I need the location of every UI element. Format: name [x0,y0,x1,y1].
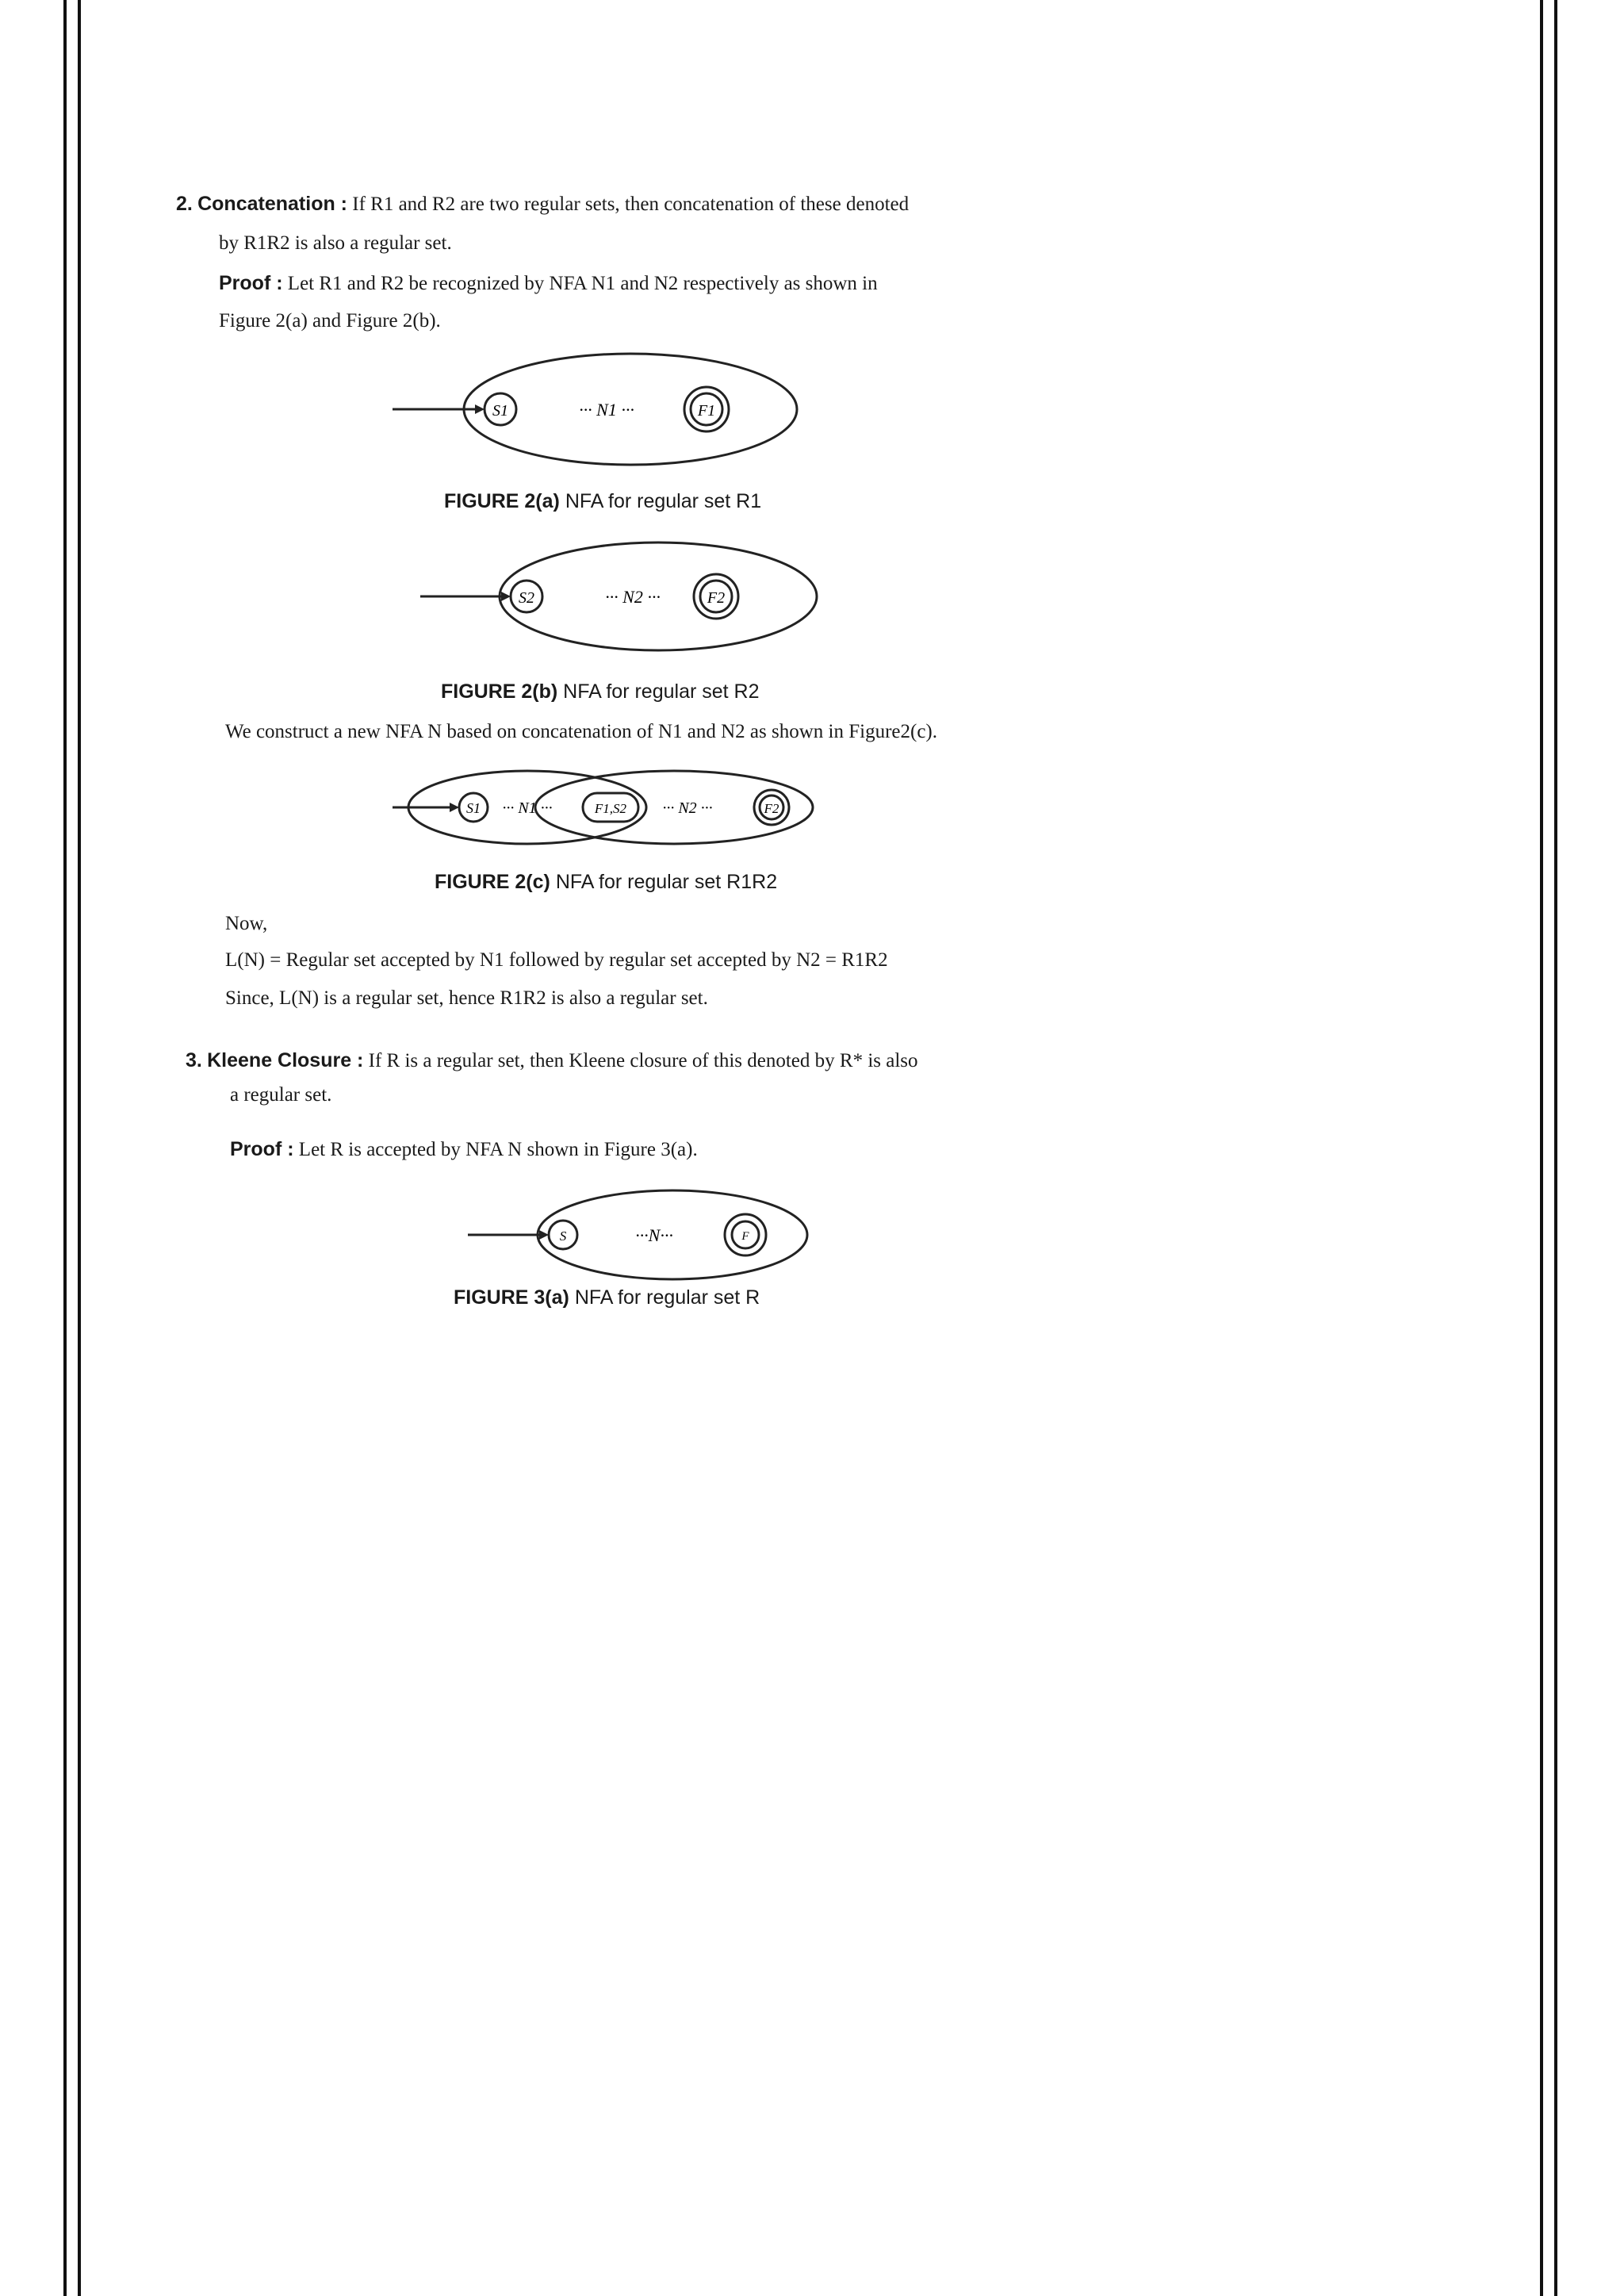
final-state-label: F2 [707,589,726,607]
construct-sentence: We construct a new NFA N based on concatenation of N1 and N2 as shown in Figure2(c). [225,721,937,742]
proof-3-line [230,1136,698,1163]
start-arrow-head [450,803,459,812]
start-state-label: S1 [466,800,481,816]
caption-figure-2a [444,490,761,513]
machine-2-label: ··· N2 ··· [662,799,713,817]
section-title: Kleene Closure : [207,1049,364,1071]
start-state-label: S1 [492,402,508,420]
machine-label: ··· N1 ··· [579,400,634,420]
caption-figure-number: FIGURE 3(a) [454,1286,569,1309]
start-arrow-head [501,592,511,601]
caption-figure-number: FIGURE 2(b) [441,680,558,703]
language-equation: L(N) = Regular set accepted by N1 followed by regular set accepted by N2 = R1R2 [225,949,888,971]
proof-text: Let R1 and R2 be recognized by NFA N1 and N2 respectively as shown in [287,273,878,294]
final-state-label: F [741,1230,749,1243]
proof-label: Proof : [230,1138,294,1160]
proof-line-1 [219,270,878,297]
start-arrow-head [475,404,485,414]
machine-label: ··· N2 ··· [605,587,661,607]
caption-figure-2c [435,871,777,894]
start-state-label: S [559,1228,567,1244]
figure-2c-diagram [393,765,837,853]
page-border-right [1540,0,1557,2296]
now-label: Now, [225,913,268,934]
section-title: Concatenation : [197,193,348,215]
caption-figure-number: FIGURE 2(a) [444,490,560,512]
final-state-label: F2 [764,801,779,816]
section-3-line-1 [186,1047,918,1075]
figure-2b-diagram [420,539,809,666]
machine-label: ···N··· [635,1225,673,1245]
caption-figure-3a [454,1286,760,1309]
start-arrow-head [539,1230,549,1240]
proof-label: Proof : [219,272,283,294]
merged-state-label: F1,S2 [594,801,627,816]
start-state-label: S2 [519,589,534,607]
figure-2a-diagram [393,349,805,492]
caption-figure-2b [441,680,760,703]
section-3-line-2: a regular set. [230,1084,332,1106]
machine-1-label: ··· N1 ··· [502,799,553,817]
caption-text: NFA for regular set R2 [563,680,760,703]
section-text: If R is a regular set, then Kleene closure of this denoted by R* is also [368,1050,918,1071]
caption-text: NFA for regular set R1R2 [555,871,778,893]
section-number: 3. [186,1049,202,1071]
section-2-line-1 [176,190,909,218]
section-2-line-2: by R1R2 is also a regular set. [219,232,452,254]
section-text: If R1 and R2 are two regular sets, then concatenation of these denoted [352,194,910,215]
page-border-left [63,0,81,2296]
caption-text: NFA for regular set R [574,1286,760,1309]
since-sentence: Since, L(N) is a regular set, hence R1R2 is also a regular set. [225,987,708,1009]
section-number: 2. [176,193,193,215]
final-state-label: F1 [697,402,716,420]
caption-text: NFA for regular set R1 [565,490,762,512]
proof-line-2: Figure 2(a) and Figure 2(b). [219,310,441,332]
caption-figure-number: FIGURE 2(c) [435,871,550,893]
proof-text: Let R is accepted by NFA N shown in Figure 3(a). [298,1139,698,1160]
